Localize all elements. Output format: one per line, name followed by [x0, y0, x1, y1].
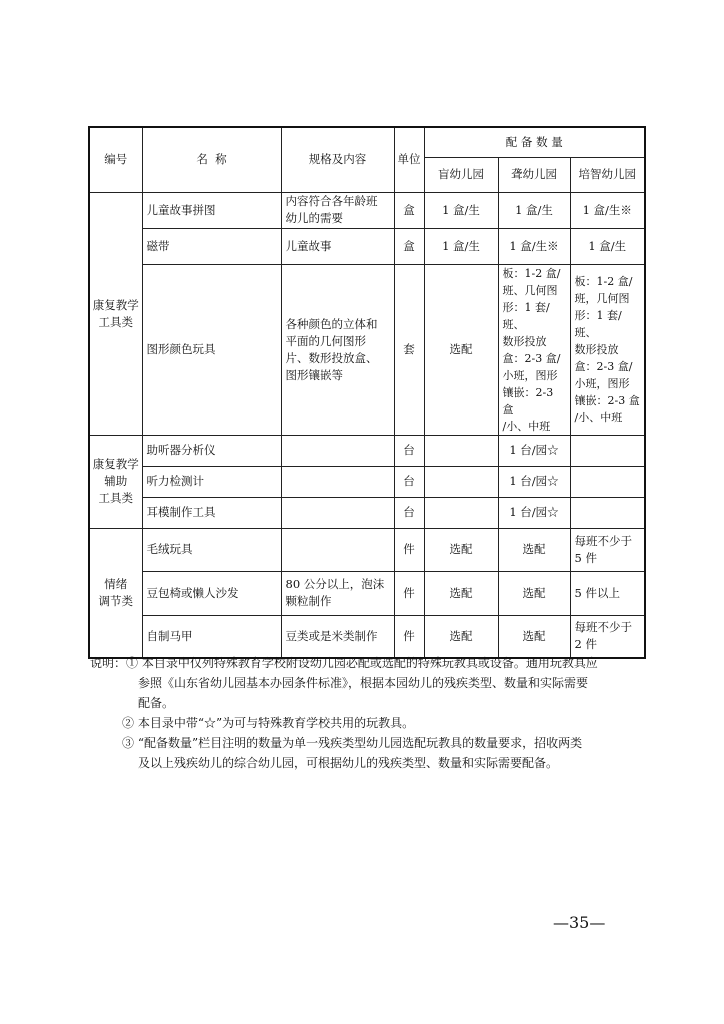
- item-name: 磁带: [142, 228, 281, 264]
- table-row: [89, 192, 645, 228]
- item-blind: 选配: [424, 528, 498, 571]
- item-intel: [570, 435, 645, 466]
- table-row: [89, 228, 645, 264]
- item-name: 自制马甲: [142, 615, 281, 658]
- item-spec: 各种颜色的立体和 平面的几何图形 片、数形投放盒、 图形镶嵌等: [281, 264, 394, 435]
- item-blind: [424, 497, 498, 528]
- header-intel: 培智幼儿园: [570, 157, 645, 192]
- item-intel: 每班不少于 2 件: [570, 615, 645, 658]
- table-row: [89, 264, 645, 435]
- note-line: 及以上残疾幼儿的综合幼儿园，可根据幼儿的残疾类型、数量和实际需要配备。: [138, 756, 559, 770]
- table-row: [89, 466, 645, 497]
- note-line: 说明：① 本目录中仅列特殊教育学校附设幼儿园必配或选配的特殊玩教具或设备。通用玩教具应: [90, 656, 598, 670]
- item-deaf: 1 台/园☆: [498, 466, 570, 497]
- item-spec: 儿童故事: [281, 228, 394, 264]
- table-row: [89, 571, 645, 615]
- header-deaf: 聋幼儿园: [498, 157, 570, 192]
- item-spec: 80 公分以上，泡沫 颗粒制作: [281, 571, 394, 615]
- item-unit: 件: [394, 615, 424, 658]
- item-intel: 1 盒/生: [570, 228, 645, 264]
- item-blind: 1 盒/生: [424, 228, 498, 264]
- item-unit: 台: [394, 497, 424, 528]
- header-name: 名 称: [142, 127, 281, 192]
- item-intel: 板：1-2 盒/ 班，几何图 形：1 套/班、 数形投放 盒：2-3 盒/ 小班，图形 镶嵌：2-3 盒 /小、中班: [570, 264, 645, 435]
- note-line: 参照《山东省幼儿园基本办园条件标准》，根据本园幼儿的残疾类型、数量和实际需要: [138, 676, 589, 690]
- item-deaf: 选配: [498, 615, 570, 658]
- item-spec: [281, 466, 394, 497]
- item-deaf: 1 台/园☆: [498, 435, 570, 466]
- item-deaf: 选配: [498, 571, 570, 615]
- item-spec: [281, 497, 394, 528]
- note-line: 配备。: [138, 696, 175, 710]
- header-blind: 盲幼儿园: [424, 157, 498, 192]
- table-row: [89, 435, 645, 466]
- item-unit: 台: [394, 435, 424, 466]
- page-number: —35—: [553, 913, 606, 932]
- item-intel: 5 件以上: [570, 571, 645, 615]
- item-blind: 选配: [424, 615, 498, 658]
- item-unit: 件: [394, 528, 424, 571]
- item-blind: 1 盒/生: [424, 192, 498, 228]
- notes-section: [90, 653, 646, 773]
- item-deaf: 1 盒/生: [498, 192, 570, 228]
- item-name: 儿童故事拼图: [142, 192, 281, 228]
- item-deaf: 选配: [498, 528, 570, 571]
- item-deaf: 板：1-2 盒/ 班、几何图 形：1 套/班、 数形投放 盒：2-3 盒/ 小班，图形 镶嵌：2-3 盒 /小、中班: [498, 264, 570, 435]
- item-intel: [570, 497, 645, 528]
- item-spec: [281, 528, 394, 571]
- item-name: 图形颜色玩具: [142, 264, 281, 435]
- table-row: [89, 615, 645, 658]
- item-name: 听力检测计: [142, 466, 281, 497]
- equipment-table: [88, 126, 646, 659]
- item-blind: [424, 435, 498, 466]
- item-intel: 1 盒/生※: [570, 192, 645, 228]
- item-unit: 件: [394, 571, 424, 615]
- item-deaf: 1 盒/生※: [498, 228, 570, 264]
- table-row: [89, 497, 645, 528]
- header-quantity: 配 备 数 量: [424, 127, 645, 157]
- group-label: 康复教学 工具类: [89, 192, 142, 435]
- item-name: 助听器分析仪: [142, 435, 281, 466]
- item-unit: 盒: [394, 228, 424, 264]
- header-spec: 规格及内容: [281, 127, 394, 192]
- item-unit: 台: [394, 466, 424, 497]
- item-deaf: 1 台/园☆: [498, 497, 570, 528]
- item-spec: 豆类或是米类制作: [281, 615, 394, 658]
- item-blind: [424, 466, 498, 497]
- item-blind: 选配: [424, 571, 498, 615]
- item-name: 耳模制作工具: [142, 497, 281, 528]
- table-row: [89, 528, 645, 571]
- item-intel: [570, 466, 645, 497]
- item-unit: 套: [394, 264, 424, 435]
- item-unit: 盒: [394, 192, 424, 228]
- header-number: 编号: [89, 127, 142, 192]
- item-spec: 内容符合各年龄班 幼儿的需要: [281, 192, 394, 228]
- header-unit: 单位: [394, 127, 424, 192]
- note-line: ② 本目录中带“☆”为可与特殊教育学校共用的玩教具。: [122, 716, 415, 730]
- group-label: 情绪 调节类: [89, 528, 142, 658]
- group-label: 康复教学 辅助 工具类: [89, 435, 142, 528]
- item-name: 豆包椅或懒人沙发: [142, 571, 281, 615]
- note-line: ③ “配备数量”栏目注明的数量为单一残疾类型幼儿园选配玩教具的数量要求，招收两类: [122, 736, 583, 750]
- item-intel: 每班不少于 5 件: [570, 528, 645, 571]
- item-spec: [281, 435, 394, 466]
- item-name: 毛绒玩具: [142, 528, 281, 571]
- item-blind: 选配: [424, 264, 498, 435]
